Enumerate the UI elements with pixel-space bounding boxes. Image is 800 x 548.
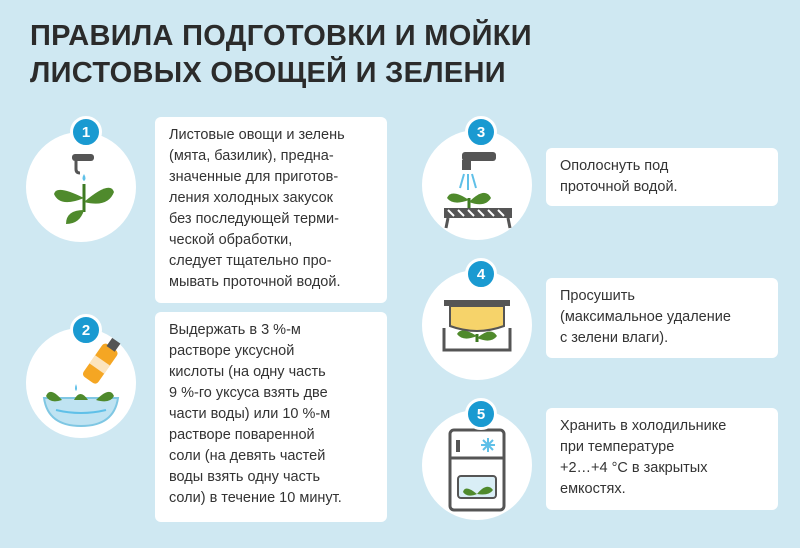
step-2-line: Выдержать в 3 %-м	[169, 322, 301, 338]
step-5-card	[546, 408, 778, 510]
step-4-line: с зелени влаги).	[560, 330, 669, 346]
step-4-card	[546, 278, 778, 358]
watering-leaves-icon	[26, 132, 136, 242]
step-1-line: без последующей терми-	[169, 211, 339, 227]
step-1-line: мывать проточной водой.	[169, 274, 341, 290]
step-1-line: ческой обработки,	[169, 232, 293, 248]
step-5-line: +2…+4 °С в закрытых	[560, 460, 708, 476]
step-4-line: Просушить	[560, 288, 635, 304]
step-4-line: (максимальное удаление	[560, 309, 731, 325]
title-line-1: ПРАВИЛА ПОДГОТОВКИ И МОЙКИ	[30, 20, 532, 52]
step-1-badge: 1	[70, 116, 102, 148]
step-5-line: Хранить в холодильнике	[560, 418, 727, 434]
step-2-card	[155, 312, 387, 522]
step-2-line: соли) в течение 10 минут.	[169, 490, 342, 506]
title-line-2: ЛИСТОВЫХ ОВОЩЕЙ И ЗЕЛЕНИ	[30, 57, 506, 89]
step-1-card	[155, 117, 387, 303]
step-1-illustration	[26, 132, 136, 242]
step-2-line: части воды) или 10 %-м	[169, 406, 331, 422]
step-4-badge: 4	[465, 258, 497, 290]
step-1-line: значенные для приготов-	[169, 169, 339, 185]
step-3-badge: 3	[465, 116, 497, 148]
step-3-line: проточной водой.	[560, 179, 678, 195]
step-2-line: соли (на девять частей	[169, 448, 326, 464]
step-1-line: следует тщательно про-	[169, 253, 332, 269]
step-5-line: при температуре	[560, 439, 675, 455]
step-2-line: 9 %-го уксуса взять две	[169, 385, 328, 401]
step-5-badge: 5	[465, 398, 497, 430]
page-title	[30, 18, 590, 92]
step-2-line: растворе уксусной	[169, 343, 295, 359]
step-1-line: Листовые овощи и зелень	[169, 127, 345, 143]
step-1-line: ления холодных закусок	[169, 190, 334, 206]
step-2-line: кислоты (на одну часть	[169, 364, 326, 380]
step-2-line: растворе поваренной	[169, 427, 315, 443]
step-1-line: (мята, базилик), предна-	[169, 148, 334, 164]
step-5-line: емкостях.	[560, 481, 626, 497]
step-3-line: Ополоснуть под	[560, 158, 669, 174]
step-2-line: воды взять одну часть	[169, 469, 321, 485]
step-3-card	[546, 148, 778, 206]
step-2-badge: 2	[70, 314, 102, 346]
